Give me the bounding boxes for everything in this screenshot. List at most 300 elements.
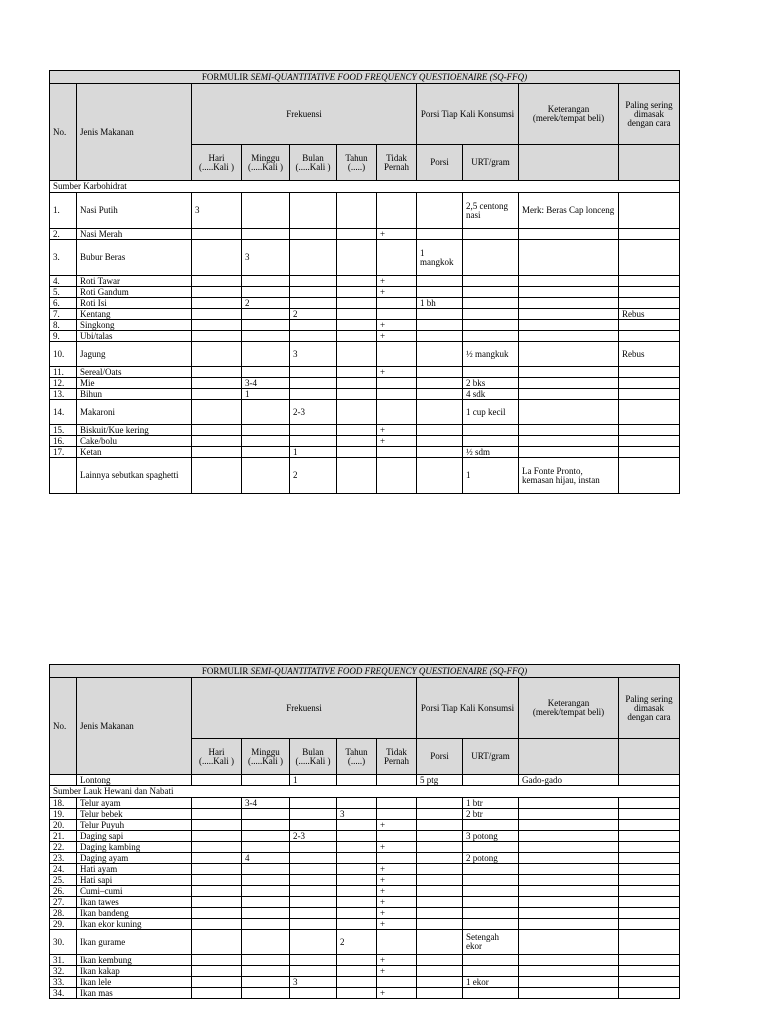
subheader-cara-blank xyxy=(619,145,680,181)
food-name: Roti Tawar xyxy=(77,276,192,287)
row-number: 14. xyxy=(50,400,77,425)
freq-hari xyxy=(192,298,242,309)
freq-minggu: 3-4 xyxy=(242,378,290,389)
keterangan-cell: Gado-gado xyxy=(519,775,619,786)
freq-hari xyxy=(192,320,242,331)
subheader-tahun: Tahun (.....) xyxy=(337,739,377,775)
freq-minggu xyxy=(242,320,290,331)
food-name: Ikan kakap xyxy=(77,966,192,977)
header-keterangan: Keterangan (merek/tempat beli) xyxy=(519,84,619,145)
row-number: 9. xyxy=(50,331,77,342)
porsi-cell xyxy=(417,853,463,864)
freq-tidak-pernah xyxy=(377,298,417,309)
food-name: Hati ayam xyxy=(77,864,192,875)
subheader-urt-gram: URT/gram xyxy=(463,145,519,181)
porsi-cell xyxy=(417,955,463,966)
porsi-cell xyxy=(417,864,463,875)
row-number: 5. xyxy=(50,287,77,298)
food-name: Daging kambing xyxy=(77,842,192,853)
urt-gram-cell xyxy=(463,287,519,298)
freq-hari xyxy=(192,309,242,320)
urt-gram-cell xyxy=(463,988,519,999)
food-name: Roti Gandum xyxy=(77,287,192,298)
row-number: 21. xyxy=(50,831,77,842)
freq-hari xyxy=(192,458,242,494)
food-name: Daging ayam xyxy=(77,853,192,864)
freq-hari xyxy=(192,820,242,831)
freq-tahun xyxy=(337,276,377,287)
porsi-cell xyxy=(417,193,463,229)
cara-masak-cell xyxy=(619,886,680,897)
freq-tahun xyxy=(337,886,377,897)
freq-hari xyxy=(192,897,242,908)
porsi-cell xyxy=(417,908,463,919)
row-number: 33. xyxy=(50,977,77,988)
row-number xyxy=(50,775,77,786)
freq-hari xyxy=(192,864,242,875)
food-name: Hati sapi xyxy=(77,875,192,886)
food-name: Sereal/Oats xyxy=(77,367,192,378)
freq-hari xyxy=(192,229,242,240)
urt-gram-cell: 1 btr xyxy=(463,798,519,809)
freq-tidak-pernah xyxy=(377,447,417,458)
porsi-cell xyxy=(417,342,463,367)
keterangan-cell xyxy=(519,436,619,447)
table-row xyxy=(50,240,680,276)
food-name: Roti Isi xyxy=(77,298,192,309)
food-name: Telur Puyuh xyxy=(77,820,192,831)
cara-masak-cell xyxy=(619,919,680,930)
porsi-cell xyxy=(417,320,463,331)
freq-hari xyxy=(192,853,242,864)
urt-gram-cell: ½ mangkuk xyxy=(463,342,519,367)
table-row xyxy=(50,400,680,425)
freq-minggu xyxy=(242,864,290,875)
porsi-cell xyxy=(417,389,463,400)
freq-tidak-pernah: + xyxy=(377,436,417,447)
form-title: FORMULIR SEMI-QUANTITATIVE FOOD FREQUENCY QUESTIOENAIRE (SQ-FFQ) xyxy=(50,665,680,678)
food-name: Lainnya sebutkan spaghetti xyxy=(77,458,192,494)
keterangan-cell xyxy=(519,320,619,331)
freq-bulan: 3 xyxy=(290,977,337,988)
porsi-cell xyxy=(417,458,463,494)
freq-tidak-pernah: + xyxy=(377,425,417,436)
row-number: 10. xyxy=(50,342,77,367)
freq-hari xyxy=(192,977,242,988)
urt-gram-cell xyxy=(463,276,519,287)
cara-masak-cell xyxy=(619,378,680,389)
keterangan-cell xyxy=(519,886,619,897)
freq-tahun xyxy=(337,977,377,988)
keterangan-cell xyxy=(519,287,619,298)
freq-tidak-pernah: + xyxy=(377,966,417,977)
food-name: Daging sapi xyxy=(77,831,192,842)
row-number: 25. xyxy=(50,875,77,886)
urt-gram-cell xyxy=(463,886,519,897)
cara-masak-cell xyxy=(619,276,680,287)
porsi-cell xyxy=(417,331,463,342)
porsi-cell xyxy=(417,425,463,436)
cara-masak-cell xyxy=(619,809,680,820)
freq-minggu xyxy=(242,930,290,955)
freq-minggu xyxy=(242,458,290,494)
freq-tahun xyxy=(337,193,377,229)
cara-masak-cell xyxy=(619,193,680,229)
freq-bulan xyxy=(290,320,337,331)
table-row xyxy=(50,389,680,400)
table-row xyxy=(50,378,680,389)
freq-hari xyxy=(192,798,242,809)
urt-gram-cell: 4 sdk xyxy=(463,389,519,400)
urt-gram-cell xyxy=(463,320,519,331)
porsi-cell xyxy=(417,919,463,930)
freq-tidak-pernah xyxy=(377,342,417,367)
table-row xyxy=(50,320,680,331)
freq-minggu xyxy=(242,988,290,999)
freq-bulan xyxy=(290,798,337,809)
freq-tahun xyxy=(337,831,377,842)
freq-hari xyxy=(192,425,242,436)
food-name: Nasi Putih xyxy=(77,193,192,229)
table-row xyxy=(50,853,680,864)
freq-minggu: 2 xyxy=(242,298,290,309)
freq-bulan xyxy=(290,853,337,864)
ffq-table-1 xyxy=(49,70,680,494)
urt-gram-cell xyxy=(463,775,519,786)
keterangan-cell xyxy=(519,309,619,320)
freq-tahun xyxy=(337,955,377,966)
freq-hari xyxy=(192,886,242,897)
row-number: 11. xyxy=(50,367,77,378)
cara-masak-cell xyxy=(619,331,680,342)
freq-bulan xyxy=(290,919,337,930)
freq-hari xyxy=(192,378,242,389)
freq-tahun xyxy=(337,875,377,886)
freq-minggu xyxy=(242,820,290,831)
row-number: 6. xyxy=(50,298,77,309)
cara-masak-cell xyxy=(619,287,680,298)
freq-hari xyxy=(192,331,242,342)
porsi-cell xyxy=(417,309,463,320)
table-row xyxy=(50,831,680,842)
freq-minggu xyxy=(242,908,290,919)
header-jenis-makanan: Jenis Makanan xyxy=(77,678,192,775)
keterangan-cell xyxy=(519,897,619,908)
urt-gram-cell: ½ sdm xyxy=(463,447,519,458)
keterangan-cell xyxy=(519,831,619,842)
form-title: FORMULIR SEMI-QUANTITATIVE FOOD FREQUENCY QUESTIOENAIRE (SQ-FFQ) xyxy=(50,71,680,84)
table-row xyxy=(50,447,680,458)
table-row xyxy=(50,436,680,447)
urt-gram-cell: 1 xyxy=(463,458,519,494)
freq-tahun xyxy=(337,864,377,875)
urt-gram-cell: 2,5 centong nasi xyxy=(463,193,519,229)
food-name: Ikan lele xyxy=(77,977,192,988)
subheader-keterangan-blank xyxy=(519,739,619,775)
cara-masak-cell xyxy=(619,977,680,988)
row-number: 30. xyxy=(50,930,77,955)
cara-masak-cell xyxy=(619,875,680,886)
keterangan-cell: Merk: Beras Cap lonceng xyxy=(519,193,619,229)
row-number: 24. xyxy=(50,864,77,875)
freq-tidak-pernah: + xyxy=(377,276,417,287)
subheader-urt-gram: URT/gram xyxy=(463,739,519,775)
row-number xyxy=(50,458,77,494)
keterangan-cell xyxy=(519,331,619,342)
row-number: 28. xyxy=(50,908,77,919)
freq-bulan: 2-3 xyxy=(290,831,337,842)
porsi-cell xyxy=(417,436,463,447)
table-row xyxy=(50,276,680,287)
subheader-bulan: Bulan (.....Kali ) xyxy=(290,739,337,775)
freq-bulan xyxy=(290,955,337,966)
porsi-cell: 1 bh xyxy=(417,298,463,309)
subheader-tidak-pernah: Tidak Pernah xyxy=(377,145,417,181)
freq-hari xyxy=(192,809,242,820)
porsi-cell xyxy=(417,831,463,842)
porsi-cell xyxy=(417,875,463,886)
freq-hari xyxy=(192,966,242,977)
subheader-porsi: Porsi xyxy=(417,145,463,181)
row-number: 15. xyxy=(50,425,77,436)
freq-bulan: 1 xyxy=(290,775,337,786)
keterangan-cell xyxy=(519,977,619,988)
freq-tahun xyxy=(337,331,377,342)
row-number: 17. xyxy=(50,447,77,458)
freq-hari xyxy=(192,842,242,853)
ffq-table-2 xyxy=(49,664,680,999)
freq-tahun xyxy=(337,897,377,908)
header-jenis-makanan: Jenis Makanan xyxy=(77,84,192,181)
freq-bulan xyxy=(290,809,337,820)
food-name: Mie xyxy=(77,378,192,389)
food-name: Ikan kembung xyxy=(77,955,192,966)
freq-bulan xyxy=(290,229,337,240)
table-row xyxy=(50,930,680,955)
cara-masak-cell xyxy=(619,908,680,919)
freq-tahun xyxy=(337,240,377,276)
freq-hari xyxy=(192,342,242,367)
cara-masak-cell xyxy=(619,389,680,400)
freq-tidak-pernah xyxy=(377,389,417,400)
food-name: Cake/bolu xyxy=(77,436,192,447)
freq-tidak-pernah: + xyxy=(377,287,417,298)
header-paling-sering: Paling sering dimasak dengan cara xyxy=(619,84,680,145)
freq-tidak-pernah xyxy=(377,775,417,786)
urt-gram-cell xyxy=(463,842,519,853)
cara-masak-cell xyxy=(619,842,680,853)
urt-gram-cell xyxy=(463,820,519,831)
freq-tidak-pernah xyxy=(377,378,417,389)
porsi-cell xyxy=(417,229,463,240)
freq-hari xyxy=(192,930,242,955)
freq-tahun xyxy=(337,389,377,400)
freq-tahun xyxy=(337,842,377,853)
porsi-cell xyxy=(417,966,463,977)
freq-bulan: 2 xyxy=(290,309,337,320)
food-name: Kentang xyxy=(77,309,192,320)
freq-minggu xyxy=(242,400,290,425)
keterangan-cell xyxy=(519,798,619,809)
row-number: 32. xyxy=(50,966,77,977)
subheader-tahun: Tahun (.....) xyxy=(337,145,377,181)
subheader-hari: Hari (.....Kali ) xyxy=(192,739,242,775)
row-number: 19. xyxy=(50,809,77,820)
porsi-cell xyxy=(417,842,463,853)
freq-minggu xyxy=(242,425,290,436)
urt-gram-cell: 2 btr xyxy=(463,809,519,820)
cara-masak-cell xyxy=(619,988,680,999)
keterangan-cell: La Fonte Pronto, kemasan hijau, instan xyxy=(519,458,619,494)
freq-tidak-pernah xyxy=(377,930,417,955)
keterangan-cell xyxy=(519,389,619,400)
header-keterangan: Keterangan (merek/tempat beli) xyxy=(519,678,619,739)
freq-minggu xyxy=(242,342,290,367)
freq-minggu xyxy=(242,436,290,447)
cara-masak-cell xyxy=(619,400,680,425)
freq-tahun xyxy=(337,436,377,447)
freq-bulan xyxy=(290,820,337,831)
urt-gram-cell: 2 potong xyxy=(463,853,519,864)
row-number: 12. xyxy=(50,378,77,389)
freq-minggu xyxy=(242,955,290,966)
freq-tahun xyxy=(337,820,377,831)
cara-masak-cell xyxy=(619,240,680,276)
freq-tidak-pernah: + xyxy=(377,919,417,930)
table-row xyxy=(50,775,680,786)
freq-minggu: 3-4 xyxy=(242,798,290,809)
urt-gram-cell xyxy=(463,436,519,447)
food-name: Makaroni xyxy=(77,400,192,425)
freq-hari: 3 xyxy=(192,193,242,229)
subheader-keterangan-blank xyxy=(519,145,619,181)
keterangan-cell xyxy=(519,864,619,875)
freq-hari xyxy=(192,908,242,919)
urt-gram-cell: 1 cup kecil xyxy=(463,400,519,425)
table-row xyxy=(50,820,680,831)
keterangan-cell xyxy=(519,919,619,930)
table-row xyxy=(50,842,680,853)
porsi-cell xyxy=(417,809,463,820)
freq-bulan: 2 xyxy=(290,458,337,494)
freq-minggu xyxy=(242,886,290,897)
freq-minggu xyxy=(242,276,290,287)
freq-bulan xyxy=(290,864,337,875)
section-header: Sumber Karbohidrat xyxy=(50,181,680,193)
urt-gram-cell: 3 potong xyxy=(463,831,519,842)
freq-bulan xyxy=(290,276,337,287)
porsi-cell xyxy=(417,798,463,809)
table-row xyxy=(50,919,680,930)
freq-bulan xyxy=(290,966,337,977)
freq-minggu xyxy=(242,919,290,930)
keterangan-cell xyxy=(519,955,619,966)
freq-minggu xyxy=(242,447,290,458)
subheader-minggu: Minggu (.....Kali ) xyxy=(242,739,290,775)
freq-tidak-pernah xyxy=(377,809,417,820)
freq-hari xyxy=(192,988,242,999)
freq-tidak-pernah: + xyxy=(377,875,417,886)
freq-tahun xyxy=(337,367,377,378)
keterangan-cell xyxy=(519,966,619,977)
cara-masak-cell xyxy=(619,955,680,966)
freq-bulan xyxy=(290,367,337,378)
freq-tahun: 2 xyxy=(337,930,377,955)
freq-minggu xyxy=(242,367,290,378)
cara-masak-cell xyxy=(619,897,680,908)
porsi-cell xyxy=(417,820,463,831)
urt-gram-cell xyxy=(463,875,519,886)
keterangan-cell xyxy=(519,425,619,436)
urt-gram-cell xyxy=(463,229,519,240)
freq-bulan xyxy=(290,897,337,908)
porsi-cell xyxy=(417,977,463,988)
row-number: 20. xyxy=(50,820,77,831)
keterangan-cell xyxy=(519,820,619,831)
header-frekuensi: Frekuensi xyxy=(192,84,417,145)
table-row xyxy=(50,298,680,309)
cara-masak-cell xyxy=(619,367,680,378)
urt-gram-cell xyxy=(463,897,519,908)
urt-gram-cell: 1 ekor xyxy=(463,977,519,988)
freq-tidak-pernah xyxy=(377,831,417,842)
food-name: Bihun xyxy=(77,389,192,400)
freq-tidak-pernah xyxy=(377,853,417,864)
urt-gram-cell xyxy=(463,425,519,436)
freq-bulan: 2-3 xyxy=(290,400,337,425)
food-name: Bubur Beras xyxy=(77,240,192,276)
table-row xyxy=(50,458,680,494)
freq-minggu xyxy=(242,775,290,786)
freq-tidak-pernah: + xyxy=(377,908,417,919)
freq-bulan xyxy=(290,378,337,389)
freq-tahun xyxy=(337,320,377,331)
porsi-cell xyxy=(417,447,463,458)
table-row xyxy=(50,955,680,966)
freq-tidak-pernah xyxy=(377,798,417,809)
row-number: 16. xyxy=(50,436,77,447)
freq-hari xyxy=(192,436,242,447)
cara-masak-cell xyxy=(619,930,680,955)
freq-tidak-pernah: + xyxy=(377,897,417,908)
freq-minggu: 4 xyxy=(242,853,290,864)
table-row xyxy=(50,908,680,919)
freq-minggu xyxy=(242,229,290,240)
freq-tahun xyxy=(337,378,377,389)
table-row xyxy=(50,309,680,320)
freq-bulan xyxy=(290,842,337,853)
keterangan-cell xyxy=(519,400,619,425)
keterangan-cell xyxy=(519,809,619,820)
food-name: Telur bebek xyxy=(77,809,192,820)
freq-bulan xyxy=(290,298,337,309)
cara-masak-cell xyxy=(619,798,680,809)
table-row xyxy=(50,977,680,988)
urt-gram-cell xyxy=(463,864,519,875)
freq-tidak-pernah: + xyxy=(377,229,417,240)
food-name: Ikan tawes xyxy=(77,897,192,908)
freq-tidak-pernah: + xyxy=(377,331,417,342)
freq-tahun xyxy=(337,798,377,809)
freq-tahun xyxy=(337,342,377,367)
porsi-cell xyxy=(417,988,463,999)
food-name: Ikan bandeng xyxy=(77,908,192,919)
freq-tidak-pernah: + xyxy=(377,955,417,966)
freq-tahun xyxy=(337,988,377,999)
food-name: Ikan gurame xyxy=(77,930,192,955)
freq-tidak-pernah: + xyxy=(377,886,417,897)
freq-minggu xyxy=(242,875,290,886)
